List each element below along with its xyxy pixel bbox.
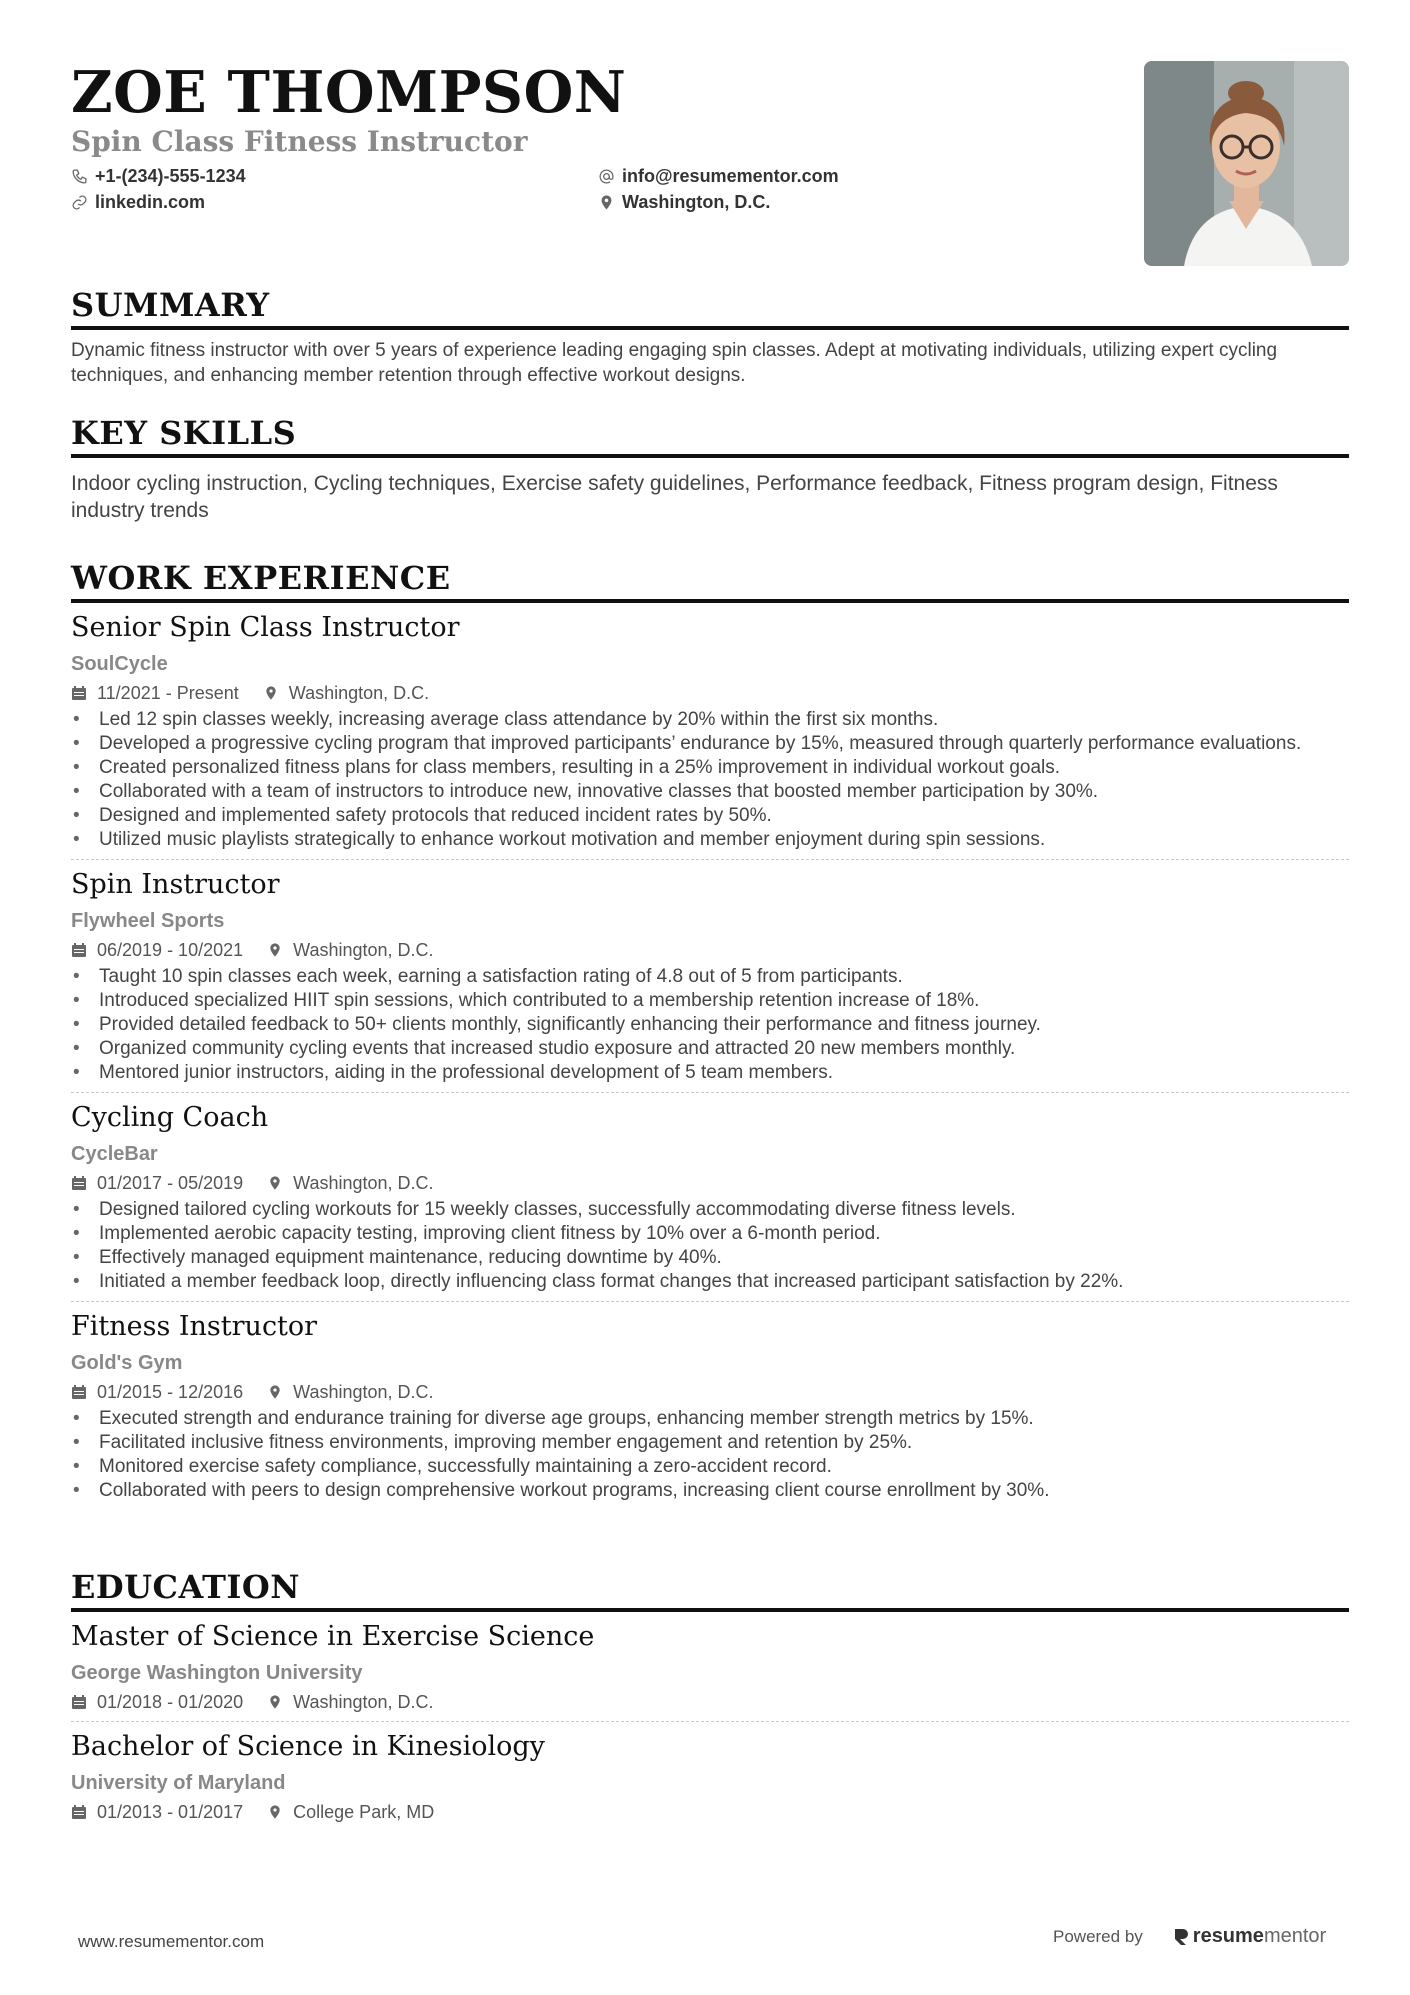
- contact-phone: [71, 164, 246, 188]
- job-bullets: [71, 1407, 1349, 1503]
- list-item: • Organized community cycling events that increased studio exposure and attracted 20 new members monthly.: [71, 1037, 1349, 1061]
- degree-title: Bachelor of Science in Kinesiology: [71, 1731, 545, 1762]
- candidate-name: ZOE THOMPSON: [71, 59, 627, 126]
- list-item: • Introduced specialized HIIT spin sessions, which contributed to a membership retention increase of 18%.: [71, 989, 1349, 1013]
- job-entry: [71, 868, 1349, 1085]
- job-title: Fitness Instructor: [71, 1311, 318, 1342]
- education-location: Washington, D.C.: [293, 1692, 434, 1712]
- education-location: College Park, MD: [293, 1802, 435, 1822]
- experience-heading: WORK EXPERIENCE: [71, 559, 451, 597]
- skills-heading: KEY SKILLS: [71, 414, 297, 452]
- phone-text: +1-(234)-555-1234: [95, 165, 246, 186]
- list-item: • Designed tailored cycling workouts for 15 weekly classes, successfully accommodating diverse fitness levels.: [71, 1198, 1349, 1222]
- job-title: Senior Spin Class Instructor: [71, 612, 460, 643]
- job-entry: [71, 1310, 1349, 1503]
- education-meta: [71, 1690, 1349, 1714]
- education-entry: [71, 1620, 1349, 1714]
- education-dates: 01/2018 - 01/2020: [97, 1692, 244, 1712]
- link-icon: [71, 194, 88, 211]
- education-meta: [71, 1800, 1349, 1824]
- experience-section: [71, 559, 1349, 1503]
- footer-powered-by: [1053, 1925, 1326, 1948]
- job-company: Gold's Gym: [71, 1352, 183, 1374]
- phone-icon: [71, 168, 88, 185]
- section-divider: [71, 599, 1349, 603]
- school-name: University of Maryland: [71, 1772, 286, 1794]
- job-location: Washington, D.C.: [293, 1173, 434, 1193]
- calendar-icon: [71, 685, 87, 701]
- school-name: George Washington University: [71, 1662, 363, 1684]
- job-meta: [71, 1171, 1349, 1195]
- degree-title: Master of Science in Exercise Science: [71, 1621, 595, 1652]
- location-pin-icon: [267, 1384, 283, 1400]
- job-title: Cycling Coach: [71, 1102, 269, 1133]
- at-icon: [598, 168, 615, 185]
- calendar-icon: [71, 1384, 87, 1400]
- calendar-icon: [71, 1175, 87, 1191]
- location-pin-icon: [598, 194, 615, 211]
- summary-heading: SUMMARY: [71, 286, 270, 324]
- job-meta: [71, 1380, 1349, 1404]
- list-item: • Taught 10 spin classes each week, earning a satisfaction rating of 4.8 out of 5 from participants.: [71, 965, 1349, 989]
- section-divider: [71, 454, 1349, 458]
- skills-text: Indoor cycling instruction, Cycling techniques, Exercise safety guidelines, Performance feedback, Fitness program design, Fitness industry trends: [71, 472, 1278, 522]
- location-pin-icon: [267, 942, 283, 958]
- brand-text-light: mentor: [1263, 1925, 1327, 1947]
- location-pin-icon: [263, 685, 279, 701]
- summary-text: Dynamic fitness instructor with over 5 years of experience leading engaging spin classes. Adept at motivating individuals, utilizing expert cycling techniques, and enhancing member retention through effective workout designs.: [71, 340, 1278, 386]
- job-bullets: [71, 708, 1349, 852]
- portrait-image: [1144, 61, 1349, 266]
- profile-photo: [1144, 61, 1349, 266]
- list-item: • Executed strength and endurance training for diverse age groups, enhancing member strength metrics by 15%.: [71, 1407, 1349, 1431]
- education-section: [71, 1568, 1349, 1824]
- email-text: info@resumementor.com: [622, 165, 839, 186]
- summary-section: [71, 286, 1349, 388]
- job-dates: 06/2019 - 10/2021: [97, 940, 244, 960]
- resume-header: [71, 60, 1111, 224]
- brand-text-bold: resume: [1192, 1925, 1264, 1947]
- list-item: • Provided detailed feedback to 50+ clients monthly, significantly enhancing their performance and fitness journey.: [71, 1013, 1349, 1037]
- education-entry: [71, 1730, 1349, 1824]
- job-location: Washington, D.C.: [293, 1382, 434, 1402]
- list-item: • Designed and implemented safety protocols that reduced incident rates by 50%.: [71, 804, 1349, 828]
- location-pin-icon: [267, 1804, 283, 1820]
- skills-section: [71, 414, 1349, 524]
- list-item: • Collaborated with a team of instructors to introduce new, innovative classes that boosted member participation by 30%.: [71, 780, 1349, 804]
- job-company: SoulCycle: [71, 653, 168, 675]
- contact-email[interactable]: [598, 164, 839, 188]
- job-location: Washington, D.C.: [288, 683, 430, 703]
- list-item: • Effectively managed equipment maintenance, reducing downtime by 40%.: [71, 1246, 1349, 1270]
- list-item: • Led 12 spin classes weekly, increasing average class attendance by 20% within the first six months.: [71, 708, 1349, 732]
- education-heading: EDUCATION: [71, 1568, 300, 1606]
- job-bullets: [71, 1198, 1349, 1294]
- list-item: • Developed a progressive cycling program that improved participants’ endurance by 15%, measured through quarterly performance evaluations.: [71, 732, 1349, 756]
- list-item: • Monitored exercise safety compliance, successfully maintaining a zero-accident record.: [71, 1455, 1349, 1479]
- entry-divider: [71, 1301, 1349, 1302]
- candidate-role: Spin Class Fitness Instructor: [71, 125, 528, 158]
- list-item: • Utilized music playlists strategically to enhance workout motivation and member enjoyment during spin sessions.: [71, 828, 1349, 852]
- footer-website[interactable]: www.resumementor.com: [78, 1932, 265, 1951]
- location-text: Washington, D.C.: [622, 191, 771, 212]
- entry-divider: [71, 859, 1349, 860]
- job-company: Flywheel Sports: [71, 910, 225, 932]
- resumementor-logo-icon: [1173, 1927, 1189, 1947]
- job-meta: [71, 681, 1349, 705]
- location-pin-icon: [267, 1694, 283, 1710]
- job-location: Washington, D.C.: [293, 940, 434, 960]
- list-item: • Collaborated with peers to design comprehensive workout programs, increasing client course enrollment by 30%.: [71, 1479, 1349, 1503]
- job-company: CycleBar: [71, 1143, 158, 1165]
- contact-linkedin[interactable]: [71, 190, 205, 214]
- job-entry: [71, 611, 1349, 852]
- job-entry: [71, 1101, 1349, 1294]
- list-item: • Facilitated inclusive fitness environments, improving member engagement and retention by 25%.: [71, 1431, 1349, 1455]
- job-title: Spin Instructor: [71, 869, 280, 900]
- entry-divider: [71, 1092, 1349, 1093]
- education-dates: 01/2013 - 01/2017: [97, 1802, 244, 1822]
- linkedin-text: linkedin.com: [95, 191, 206, 212]
- section-divider: [71, 1608, 1349, 1612]
- job-dates: 01/2015 - 12/2016: [97, 1382, 244, 1402]
- job-dates: 01/2017 - 05/2019: [97, 1173, 244, 1193]
- job-dates: 11/2021 - Present: [97, 683, 239, 703]
- location-pin-icon: [267, 1175, 283, 1191]
- powered-by-label: Powered by: [1053, 1926, 1143, 1946]
- calendar-icon: [71, 1694, 87, 1710]
- list-item: • Implemented aerobic capacity testing, improving client fitness by 10% over a 6-month period.: [71, 1222, 1349, 1246]
- calendar-icon: [71, 942, 87, 958]
- entry-divider: [71, 1721, 1349, 1722]
- job-meta: [71, 938, 1349, 962]
- list-item: • Initiated a member feedback loop, directly influencing class format changes that increased participant satisfaction by 22%.: [71, 1270, 1349, 1294]
- list-item: • Created personalized fitness plans for class members, resulting in a 25% improvement in individual workout goals.: [71, 756, 1349, 780]
- contact-info: [71, 164, 1111, 224]
- list-item: • Mentored junior instructors, aiding in the professional development of 5 team members.: [71, 1061, 1349, 1085]
- job-bullets: [71, 965, 1349, 1085]
- calendar-icon: [71, 1804, 87, 1820]
- contact-location: [598, 190, 770, 214]
- section-divider: [71, 326, 1349, 330]
- brand-logo[interactable]: [1173, 1925, 1326, 1948]
